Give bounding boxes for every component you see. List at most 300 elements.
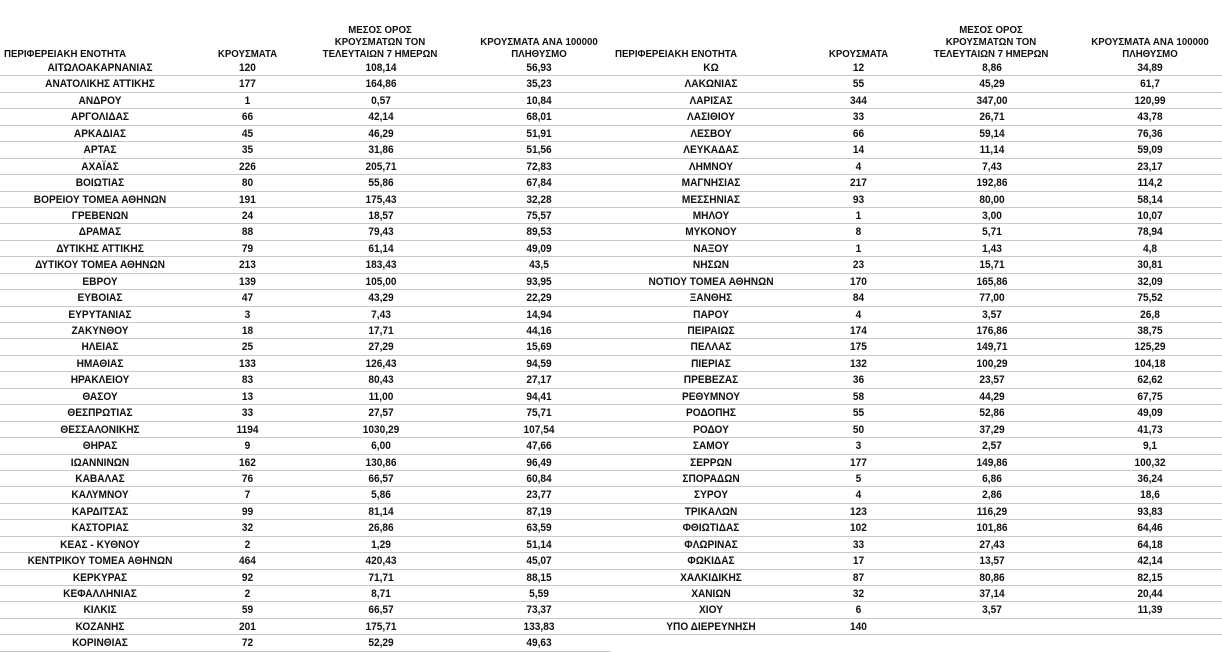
cases-cell: 87 [852,571,865,584]
region-cell: ΔΥΤΙΚΟΥ ΤΟΜΕΑ ΑΘΗΝΩΝ [35,259,165,272]
region-cell: ΥΠΟ ΔΙΕΡΕΥΝΗΣΗ [666,620,756,633]
table-row [611,372,1222,388]
table-row [611,553,1222,569]
table-row [0,619,611,635]
per100k-cell: 4,8 [1142,242,1158,255]
per100k-cell: 11,39 [1137,604,1163,617]
region-cell: ΧΑΛΚΙΔΙΚΗΣ [680,571,742,584]
table-row [611,142,1222,158]
table-row [0,455,611,471]
avg7-cell: 13,57 [979,555,1005,568]
avg7-cell: 3,57 [982,604,1002,617]
table-row [611,307,1222,323]
table-row [0,422,611,438]
table-body-right [611,60,1222,635]
region-cell: ΣΥΡΟΥ [694,489,728,502]
avg7-cell: 100,29 [976,357,1008,370]
cases-cell: 17 [852,555,865,568]
table-row [0,438,611,454]
region-cell: ΕΥΒΟΙΑΣ [77,292,123,305]
cases-cell: 170 [850,275,867,288]
cases-cell: 33 [852,111,865,124]
per100k-cell: 75,71 [526,407,552,420]
per100k-cell: 23,77 [526,489,552,502]
cases-cell: 14 [852,144,865,157]
table-right-half [611,0,1222,652]
cases-cell: 72 [241,637,254,650]
cases-cell: 35 [241,144,254,157]
table-row [0,487,611,503]
region-cell: ΚΕΑΣ - ΚΥΘΝΟΥ [60,538,140,551]
region-cell: ΝΗΣΩΝ [692,259,730,272]
header-avg7: ΜΕΣΟΣ ΟΡΟΣ ΚΡΟΥΣΜΑΤΩΝ ΤΟΝ ΤΕΛΕΥΤΑΙΩΝ 7 ΗΜΕΡΩΝ [933,24,1049,60]
region-cell: ΚΑΒΑΛΑΣ [75,472,125,485]
region-cell: ΚΑΛΥΜΝΟΥ [71,489,129,502]
region-cell: ΣΕΡΡΩΝ [690,456,732,469]
region-cell: ΛΗΜΝΟΥ [688,160,734,173]
avg7-cell: 81,14 [368,505,394,518]
avg7-cell: 165,86 [976,275,1008,288]
per100k-cell: 36,24 [1137,472,1163,485]
region-cell: ΘΕΣΣΑΛΟΝΙΚΗΣ [60,423,140,436]
per100k-cell: 68,01 [526,111,552,124]
region-cell: ΡΕΘΥΜΝΟΥ [682,390,740,403]
avg7-cell: 79,43 [368,226,394,239]
avg7-cell: 108,14 [365,62,397,74]
table-row [611,93,1222,109]
avg7-cell: 3,57 [982,308,1002,321]
cases-cell: 6 [855,604,862,617]
cases-cell: 177 [239,78,256,91]
avg7-cell: 2,57 [982,440,1002,453]
avg7-cell: 71,71 [368,571,394,584]
per100k-cell [1084,619,1216,635]
avg7-cell: 347,00 [976,94,1008,107]
region-cell: ΚΙΛΚΙΣ [83,604,117,617]
table-row [0,537,611,553]
per100k-cell: 14,94 [526,308,552,321]
cases-cell: 120 [239,62,256,74]
table-row [611,487,1222,503]
per100k-cell: 44,16 [526,325,552,337]
avg7-cell: 52,29 [368,637,394,650]
table-row [0,307,611,323]
region-cell: ΞΑΝΘΗΣ [689,292,733,305]
per100k-cell: 133,83 [523,620,555,633]
table-row [611,109,1222,125]
table-row [611,520,1222,536]
region-cell: ΜΗΛΟΥ [692,209,730,222]
cases-cell: 140 [850,620,867,633]
avg7-cell: 1030,29 [362,423,400,436]
cases-cell: 5 [855,472,862,485]
avg7-cell: 43,29 [368,292,394,305]
per100k-cell: 59,09 [1137,144,1163,157]
region-cell: ΠΡΕΒΕΖΑΣ [683,374,739,387]
cases-cell: 36 [852,374,865,387]
per100k-cell: 76,36 [1137,127,1163,140]
region-cell: ΧΙΟΥ [699,604,723,617]
cases-cell: 45 [241,127,254,140]
cases-cell: 24 [241,209,254,222]
cases-cell: 33 [852,538,865,551]
cases-cell: 84 [852,292,865,305]
per100k-cell: 42,14 [1137,555,1163,568]
avg7-cell: 31,86 [368,144,394,157]
table-row [0,192,611,208]
region-cell: ΦΩΚΙΔΑΣ [687,555,735,568]
region-cell: ΝΑΞΟΥ [693,242,729,255]
header-cases: ΚΡΟΥΣΜΑΤΑ [828,48,889,60]
table-row [0,60,611,76]
header-avg7: ΜΕΣΟΣ ΟΡΟΣ ΚΡΟΥΣΜΑΤΩΝ ΤΟΝ ΤΕΛΕΥΤΑΙΩΝ 7 ΗΜΕΡΩΝ [322,24,438,60]
table-row [611,389,1222,405]
avg7-cell: 101,86 [976,522,1008,535]
header-region: ΠΕΡΙΦΕΡΕΙΑΚΗ ΕΝΟΤΗΤΑ [615,48,738,60]
per100k-cell: 23,17 [1137,160,1163,173]
cases-cell: 174 [850,325,867,337]
avg7-cell: 149,71 [976,341,1008,354]
cases-cell: 47 [241,292,254,305]
table-row [0,372,611,388]
cases-cell: 3 [244,308,251,321]
table-row [611,438,1222,454]
avg7-cell: 1,43 [982,242,1002,255]
per100k-cell: 49,63 [526,637,552,650]
per100k-cell: 18,6 [1140,489,1160,502]
region-cell: ΒΟΙΩΤΙΑΣ [75,177,125,190]
avg7-cell: 7,43 [982,160,1002,173]
avg7-cell: 6,86 [982,472,1002,485]
per100k-cell: 10,84 [526,94,552,107]
cases-cell: 2 [244,588,251,600]
table-row [611,224,1222,240]
table-row [0,405,611,421]
avg7-cell: 8,86 [982,62,1002,74]
avg7-cell: 27,43 [979,538,1005,551]
avg7-cell: 37,29 [979,423,1005,436]
table-row [0,274,611,290]
table-header-right [611,0,1222,60]
avg7-cell: 55,86 [368,177,394,190]
table-row [0,602,611,618]
table-row [0,126,611,142]
cases-cell: 9 [244,440,251,453]
cases-cell: 83 [241,374,254,387]
cases-cell: 217 [850,177,867,190]
per100k-cell: 49,09 [1137,407,1163,420]
per100k-cell: 5,59 [529,588,549,600]
cases-cell: 59 [241,604,254,617]
per100k-cell: 27,17 [526,374,552,387]
table-row [0,76,611,92]
cases-cell: 32 [241,522,254,535]
cases-cell: 102 [850,522,867,535]
avg7-cell: 37,14 [979,588,1005,600]
per100k-cell: 82,15 [1137,571,1163,584]
cases-cell: 132 [850,357,867,370]
per100k-cell: 58,14 [1137,193,1163,206]
cases-cell: 177 [850,456,867,469]
cases-cell: 80 [241,177,254,190]
cases-cell: 213 [239,259,256,272]
table-row [611,455,1222,471]
region-cell: ΚΑΣΤΟΡΙΑΣ [71,522,129,535]
cases-cell: 1 [244,94,251,107]
cases-cell: 1 [855,242,862,255]
avg7-cell: 18,57 [368,209,394,222]
region-cell: ΑΧΑΪΑΣ [81,160,119,173]
region-cell: ΚΑΡΔΙΤΣΑΣ [71,505,129,518]
region-cell: ΔΥΤΙΚΗΣ ΑΤΤΙΚΗΣ [56,242,144,255]
cases-cell: 226 [239,160,256,173]
per100k-cell: 61,7 [1140,78,1160,91]
cases-cell: 79 [241,242,254,255]
table-row [611,537,1222,553]
per100k-cell: 120,99 [1134,94,1166,107]
avg7-cell: 420,43 [365,555,397,568]
avg7-cell: 6,00 [371,440,391,453]
per100k-cell: 100,32 [1134,456,1166,469]
region-cell: ΣΑΜΟΥ [692,440,730,453]
region-cell: ΑΝΔΡΟΥ [78,94,122,107]
region-cell: ΚΩ [703,62,719,74]
per100k-cell: 41,73 [1137,423,1163,436]
per100k-cell: 45,07 [526,555,552,568]
table-row [611,257,1222,273]
table-row [611,339,1222,355]
region-cell: ΛΕΣΒΟΥ [690,127,732,140]
table-row [0,553,611,569]
cases-cell: 32 [852,588,865,600]
cases-cell: 50 [852,423,865,436]
avg7-cell: 8,71 [371,588,391,600]
avg7-cell: 164,86 [365,78,397,91]
avg7-cell: 42,14 [368,111,394,124]
region-cell: ΝΟΤΙΟΥ ΤΟΜΕΑ ΑΘΗΝΩΝ [648,275,774,288]
avg7-cell: 77,00 [979,292,1005,305]
per100k-cell: 43,78 [1137,111,1163,124]
region-cell: ΦΛΩΡΙΝΑΣ [684,538,738,551]
region-cell: ΗΜΑΘΙΑΣ [76,357,124,370]
per100k-cell: 75,57 [526,209,552,222]
per100k-cell: 89,53 [526,226,552,239]
cases-cell: 33 [241,407,254,420]
cases-cell: 344 [850,94,867,107]
cases-cell: 13 [241,390,254,403]
region-cell: ΡΟΔΟΥ [693,423,729,436]
avg7-cell: 26,86 [368,522,394,535]
table-row [611,504,1222,520]
cases-cell: 123 [850,505,867,518]
table-row [611,570,1222,586]
avg7-cell: 130,86 [365,456,397,469]
cases-cell: 7 [244,489,251,502]
cases-cell: 1194 [236,423,259,436]
avg7-cell: 5,86 [371,489,391,502]
per100k-cell: 93,95 [526,275,552,288]
table-row [611,192,1222,208]
region-cell: ΛΑΚΩΝΙΑΣ [684,78,738,91]
region-cell: ΔΡΑΜΑΣ [78,226,122,239]
table-row [611,241,1222,257]
avg7-cell: 126,43 [365,357,397,370]
table-row [611,356,1222,372]
avg7-cell: 46,29 [368,127,394,140]
avg7-cell: 7,43 [371,308,391,321]
table-row [611,208,1222,224]
per100k-cell: 20,44 [1137,588,1163,600]
per100k-cell: 104,18 [1134,357,1166,370]
per100k-cell: 10,07 [1137,209,1163,222]
cases-cell: 175 [850,341,867,354]
avg7-cell: 5,71 [982,226,1002,239]
avg7-cell: 59,14 [979,127,1005,140]
cases-cell: 464 [239,555,256,568]
region-cell: ΠΙΕΡΙΑΣ [691,357,731,370]
cases-cell: 4 [855,489,862,502]
region-cell: ΙΩΑΝΝΙΝΩΝ [70,456,130,469]
per100k-cell: 94,41 [526,390,552,403]
region-cell: ΗΛΕΙΑΣ [81,341,119,354]
table-row [0,389,611,405]
avg7-cell: 176,86 [976,325,1008,337]
table-row [0,109,611,125]
table-row [0,339,611,355]
table-row [0,93,611,109]
cases-cell: 76 [241,472,254,485]
avg7-cell: 27,29 [368,341,394,354]
cases-cell: 4 [855,160,862,173]
region-cell: ΘΗΡΑΣ [82,440,118,453]
avg7-cell: 183,43 [365,259,397,272]
avg7-cell: 52,86 [979,407,1005,420]
region-cell: ΕΒΡΟΥ [82,275,118,288]
cases-cell: 4 [855,308,862,321]
avg7-cell: 80,86 [979,571,1005,584]
table-row [611,619,1222,635]
cases-cell: 133 [239,357,256,370]
avg7-cell: 80,43 [368,374,394,387]
cases-cell: 99 [241,505,254,518]
table-row [611,175,1222,191]
per100k-cell: 67,84 [526,177,552,190]
avg7-cell: 17,71 [368,325,394,337]
table-row [611,602,1222,618]
table-row [0,635,611,651]
region-cell: ΚΕΡΚΥΡΑΣ [72,571,128,584]
per100k-cell: 32,09 [1137,275,1163,288]
region-cell: ΛΕΥΚΑΔΑΣ [683,144,739,157]
table-row [0,570,611,586]
table-body-left [0,60,611,652]
per100k-cell: 94,59 [526,357,552,370]
avg7-cell: 175,71 [365,620,397,633]
region-cell: ΚΟΡΙΝΘΙΑΣ [72,637,128,650]
region-cell: ΑΝΑΤΟΛΙΚΗΣ ΑΤΤΙΚΗΣ [45,78,155,91]
avg7-cell: 80,00 [979,193,1005,206]
region-cell: ΕΥΡΥΤΑΝΙΑΣ [68,308,132,321]
per100k-cell: 63,59 [526,522,552,535]
per100k-cell: 47,66 [526,440,552,453]
region-cell: ΧΑΝΙΩΝ [691,588,731,600]
region-cell: ΜΑΓΝΗΣΙΑΣ [681,177,741,190]
per100k-cell: 15,69 [526,341,552,354]
region-cell: ΘΕΣΠΡΩΤΙΑΣ [67,407,133,420]
table-row [611,405,1222,421]
avg7-cell: 105,00 [365,275,397,288]
per100k-cell: 30,81 [1137,259,1163,272]
avg7-cell: 15,71 [979,259,1005,272]
table-row [611,274,1222,290]
region-cell: ΓΡΕΒΕΝΩΝ [71,209,129,222]
cases-cell: 139 [239,275,256,288]
cases-cell: 55 [852,407,865,420]
avg7-cell: 26,71 [979,111,1005,124]
region-cell: ΜΕΣΣΗΝΙΑΣ [681,193,741,206]
avg7-cell: 1,29 [371,538,391,551]
per100k-cell: 72,83 [526,160,552,173]
avg7-cell: 44,29 [979,390,1005,403]
region-cell: ΑΙΤΩΛΟΑΚΑΡΝΑΝΙΑΣ [47,62,153,74]
per100k-cell: 64,18 [1137,538,1163,551]
region-cell: ΦΘΙΩΤΙΔΑΣ [682,522,740,535]
region-cell: ΤΡΙΚΑΛΩΝ [684,505,738,518]
avg7-cell: 149,86 [976,456,1008,469]
region-cell: ΑΡΤΑΣ [83,144,117,157]
region-cell: ΚΕΝΤΡΙΚΟΥ ΤΟΜΕΑ ΑΘΗΝΩΝ [27,555,173,568]
table-row [0,224,611,240]
region-cell: ΛΑΣΙΘΙΟΥ [687,111,735,124]
cases-cell: 66 [852,127,865,140]
table-row [611,323,1222,339]
avg7-cell: 66,57 [368,604,394,617]
region-cell: ΣΠΟΡΑΔΩΝ [682,472,740,485]
table-row [611,586,1222,602]
avg7-cell: 116,29 [976,505,1008,518]
per100k-cell: 107,54 [523,423,555,436]
header-per100k: ΚΡΟΥΣΜΑΤΑ ΑΝΑ 100000 ΠΛΗΘΥΣΜΟ [1091,36,1209,60]
table-row [611,471,1222,487]
per100k-cell: 26,8 [1140,308,1160,321]
region-cell: ΜΥΚΟΝΟΥ [685,226,737,239]
region-cell: ΚΕΦΑΛΛΗΝΙΑΣ [63,588,137,600]
cases-cell: 8 [855,226,862,239]
per100k-cell: 9,1 [1142,440,1158,453]
table-row [0,520,611,536]
region-cell: ΑΡΚΑΔΙΑΣ [73,127,127,140]
per100k-cell: 34,89 [1137,62,1163,74]
region-cell: ΖΑΚΥΝΘΟΥ [71,325,129,337]
avg7-cell: 11,14 [979,144,1005,157]
header-cases: ΚΡΟΥΣΜΑΤΑ [217,48,278,60]
region-cell: ΗΡΑΚΛΕΙΟΥ [70,374,130,387]
table-row [611,60,1222,76]
cases-cell: 3 [855,440,862,453]
per100k-cell: 60,84 [526,472,552,485]
avg7-cell: 192,86 [976,177,1008,190]
per100k-cell: 87,19 [526,505,552,518]
per100k-cell: 78,94 [1137,226,1163,239]
table-row [0,175,611,191]
region-cell: ΡΟΔΟΠΗΣ [686,407,736,420]
avg7-cell: 175,43 [365,193,397,206]
cases-cell: 25 [241,341,254,354]
per100k-cell: 67,75 [1137,390,1163,403]
table-row [611,159,1222,175]
cases-cell: 162 [239,456,256,469]
table-row [0,356,611,372]
